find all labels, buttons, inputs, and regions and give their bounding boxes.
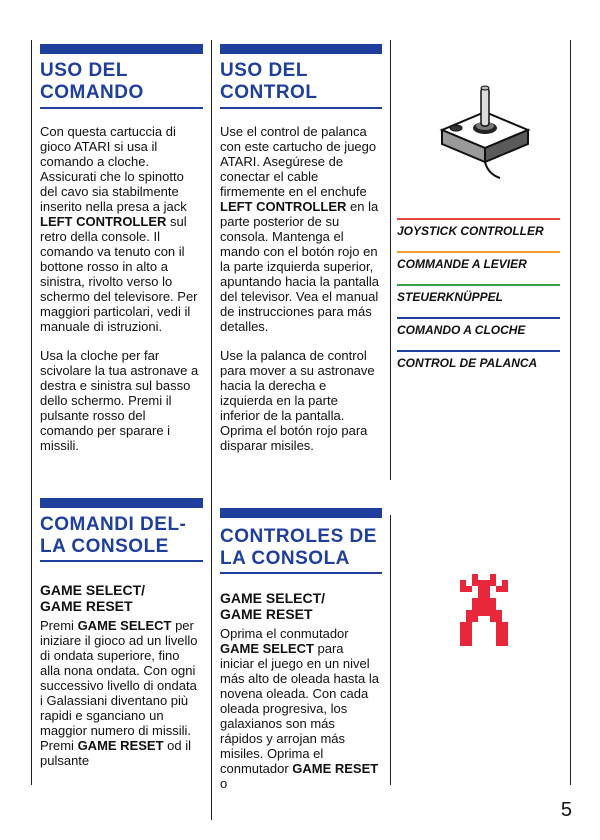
alien-pixel xyxy=(478,598,484,604)
controller-label: STEUERKNÜPPEL xyxy=(397,290,504,304)
subheading-line: GAME SELECT/ xyxy=(220,590,326,606)
text-run: od il pulsante xyxy=(40,738,191,768)
spanish-section1-title xyxy=(220,60,317,104)
text-run: Oprima el conmutador xyxy=(220,626,349,641)
italian-section2-bar xyxy=(40,498,203,508)
spanish-section2-title xyxy=(220,526,377,570)
alien-pixel xyxy=(496,634,502,640)
alien-pixel xyxy=(472,610,478,616)
alien-pixel xyxy=(502,634,508,640)
spanish-section1-rule xyxy=(220,107,382,109)
alien-pixel xyxy=(472,616,478,622)
alien-pixel xyxy=(466,616,472,622)
galaxian-alien-icon xyxy=(460,574,508,646)
italian-section2-body xyxy=(40,618,200,782)
alien-pixel xyxy=(484,580,490,586)
italian-section1-rule xyxy=(40,107,203,109)
controller-label-rule xyxy=(397,284,560,286)
title-line: USO DEL xyxy=(220,60,308,81)
spanish-section2-rule xyxy=(220,572,382,574)
subheading-line: GAME RESET xyxy=(40,598,133,614)
joystick-icon xyxy=(430,82,540,182)
joystick-cable xyxy=(485,162,500,178)
italian-section1-bar xyxy=(40,44,203,54)
alien-pixel xyxy=(496,640,502,646)
controller-label-rule xyxy=(397,218,560,220)
alien-pixel xyxy=(496,622,502,628)
page-right-edge-line xyxy=(570,40,571,785)
bold-term: GAME RESET xyxy=(77,738,164,753)
column-divider-left xyxy=(31,40,32,785)
page-number: 5 xyxy=(560,799,572,821)
subheading-line: GAME RESET xyxy=(220,606,313,622)
bold-term: LEFT CONTROLLER xyxy=(220,199,347,214)
joystick-knob xyxy=(481,86,489,90)
spanish-section2-subheading xyxy=(220,590,325,622)
controller-label: COMANDO A CLOCHE xyxy=(397,323,526,337)
alien-pixel xyxy=(460,586,466,592)
alien-pixel xyxy=(472,604,478,610)
alien-pixel xyxy=(490,598,496,604)
alien-pixel xyxy=(502,622,508,628)
alien-pixel xyxy=(472,574,478,580)
alien-pixel xyxy=(466,640,472,646)
controller-label: CONTROL DE PALANCA xyxy=(397,356,538,370)
title-line: CONTROL xyxy=(220,82,318,103)
alien-pixel xyxy=(478,604,484,610)
italian-section1-title xyxy=(40,60,144,104)
text-run: en la parte posterior de su consola. Mantenga el mando con el botón rojo en la parte izquierda superior, apuntando hacia la pantalla del televisor. Vea el manual de instrucciones para más detalles. xyxy=(220,199,380,334)
text-run: para iniciar el juego en un nivel más alto de oleada hasta la novena oleada. Con cada oleada progresiva, los galaxianos son más rápidos y arrojan más misiles. Oprima el conmutador xyxy=(220,641,379,776)
controller-label-rule xyxy=(397,251,560,253)
alien-pixel xyxy=(460,640,466,646)
title-line: USO DEL xyxy=(40,60,128,81)
paragraph xyxy=(220,348,380,453)
alien-pixel xyxy=(460,622,466,628)
italian-section2-subheading xyxy=(40,582,145,614)
controller-label: COMMANDE A LEVIER xyxy=(397,257,527,271)
title-line: CONTROLES DE xyxy=(220,526,377,547)
alien-pixel xyxy=(478,610,484,616)
paragraph xyxy=(40,618,200,768)
subheading-line: GAME SELECT/ xyxy=(40,582,146,598)
alien-pixel xyxy=(472,598,478,604)
alien-pixel xyxy=(466,622,472,628)
alien-pixel xyxy=(466,610,472,616)
alien-pixel xyxy=(478,586,484,592)
alien-pixel xyxy=(496,628,502,634)
alien-pixel xyxy=(484,610,490,616)
title-line: COMANDO xyxy=(40,82,144,103)
italian-section2-title xyxy=(40,514,186,558)
alien-pixel xyxy=(490,604,496,610)
paragraph xyxy=(40,124,200,334)
alien-pixel xyxy=(478,592,484,598)
alien-pixel xyxy=(490,616,496,622)
alien-pixel xyxy=(502,586,508,592)
alien-pixel xyxy=(466,586,472,592)
alien-pixel xyxy=(484,604,490,610)
text-run: o xyxy=(220,776,228,791)
text-run: Use el control de palanca con este cartucho de juego ATARI. Asegúrese de conectar el cable firmemente en el enchufe xyxy=(220,124,377,199)
controller-label-rule xyxy=(397,317,560,319)
title-line: LA CONSOLA xyxy=(220,548,350,569)
text-run: Con questa cartuccia di gioco ATARI si usa il comando a cloche. Assicurati che lo spinotto del cavo sia stabilmente inserito nella presa a jack xyxy=(40,124,187,214)
alien-pixels xyxy=(460,574,508,646)
alien-pixel xyxy=(466,634,472,640)
paragraph xyxy=(220,626,380,791)
bold-term: GAME SELECT xyxy=(77,618,172,633)
joystick-shaft xyxy=(481,88,489,126)
italian-section2-rule xyxy=(40,560,203,562)
alien-pixel xyxy=(460,634,466,640)
alien-pixel xyxy=(496,586,502,592)
title-line: LA CONSOLE xyxy=(40,536,169,557)
bold-term: GAME RESET xyxy=(292,761,379,776)
alien-pixel xyxy=(502,640,508,646)
alien-pixel xyxy=(490,580,496,586)
alien-pixel xyxy=(484,598,490,604)
alien-pixel xyxy=(490,574,496,580)
alien-pixel xyxy=(466,628,472,634)
joystick-fire-button xyxy=(450,125,462,131)
alien-pixel xyxy=(490,610,496,616)
spanish-section2-body xyxy=(220,626,380,805)
title-line: COMANDI DEL- xyxy=(40,514,187,535)
controller-label-rule xyxy=(397,350,560,352)
alien-pixel xyxy=(472,580,478,586)
paragraph xyxy=(40,348,200,453)
text-run: Premi xyxy=(40,618,78,633)
spanish-section2-bar xyxy=(220,508,382,518)
alien-pixel xyxy=(502,580,508,586)
text-run: Use la palanca de control para mover a su astronave hacia la derecha e izquierda en la parte inferior de la pantalla. Oprima el botón rojo para disparar misiles. xyxy=(220,348,375,453)
alien-pixel xyxy=(502,628,508,634)
column-divider-right-a xyxy=(390,40,391,480)
paragraph xyxy=(220,124,380,334)
alien-pixel xyxy=(460,628,466,634)
alien-pixel xyxy=(478,580,484,586)
bold-term: GAME SELECT xyxy=(220,641,314,656)
spanish-section1-bar xyxy=(220,44,382,54)
alien-pixel xyxy=(496,610,502,616)
column-divider-middle xyxy=(211,40,212,820)
text-run: sul retro della console. Il comando va tenuto con il bottone rosso in alto a sinistra, rivolto verso lo schermo del televisore. Per maggiori particolari, vedi il manuale di istruzioni. xyxy=(40,214,198,334)
alien-pixel xyxy=(484,592,490,598)
italian-section1-body xyxy=(40,124,200,467)
column-divider-right-b xyxy=(390,515,391,785)
text-run: Usa la cloche per far scivolare la tua astronave a destra e sinistra sul basso dello schermo. Premi il pulsante rosso del comando per sparare i missili. xyxy=(40,348,199,453)
alien-pixel xyxy=(496,616,502,622)
bold-term: LEFT CONTROLLER xyxy=(40,214,167,229)
text-run: per iniziare il gioco ad un livello di ondata superiore, fino alla nona ondata. Con ogni successivo livello di ondata i Galassiani diventano più rapidi e sganciano un maggior numero di missili. Premi xyxy=(40,618,198,753)
alien-pixel xyxy=(484,586,490,592)
spanish-section1-body xyxy=(220,124,380,467)
alien-pixel xyxy=(460,580,466,586)
controller-label: JOYSTICK CONTROLLER xyxy=(397,224,544,238)
